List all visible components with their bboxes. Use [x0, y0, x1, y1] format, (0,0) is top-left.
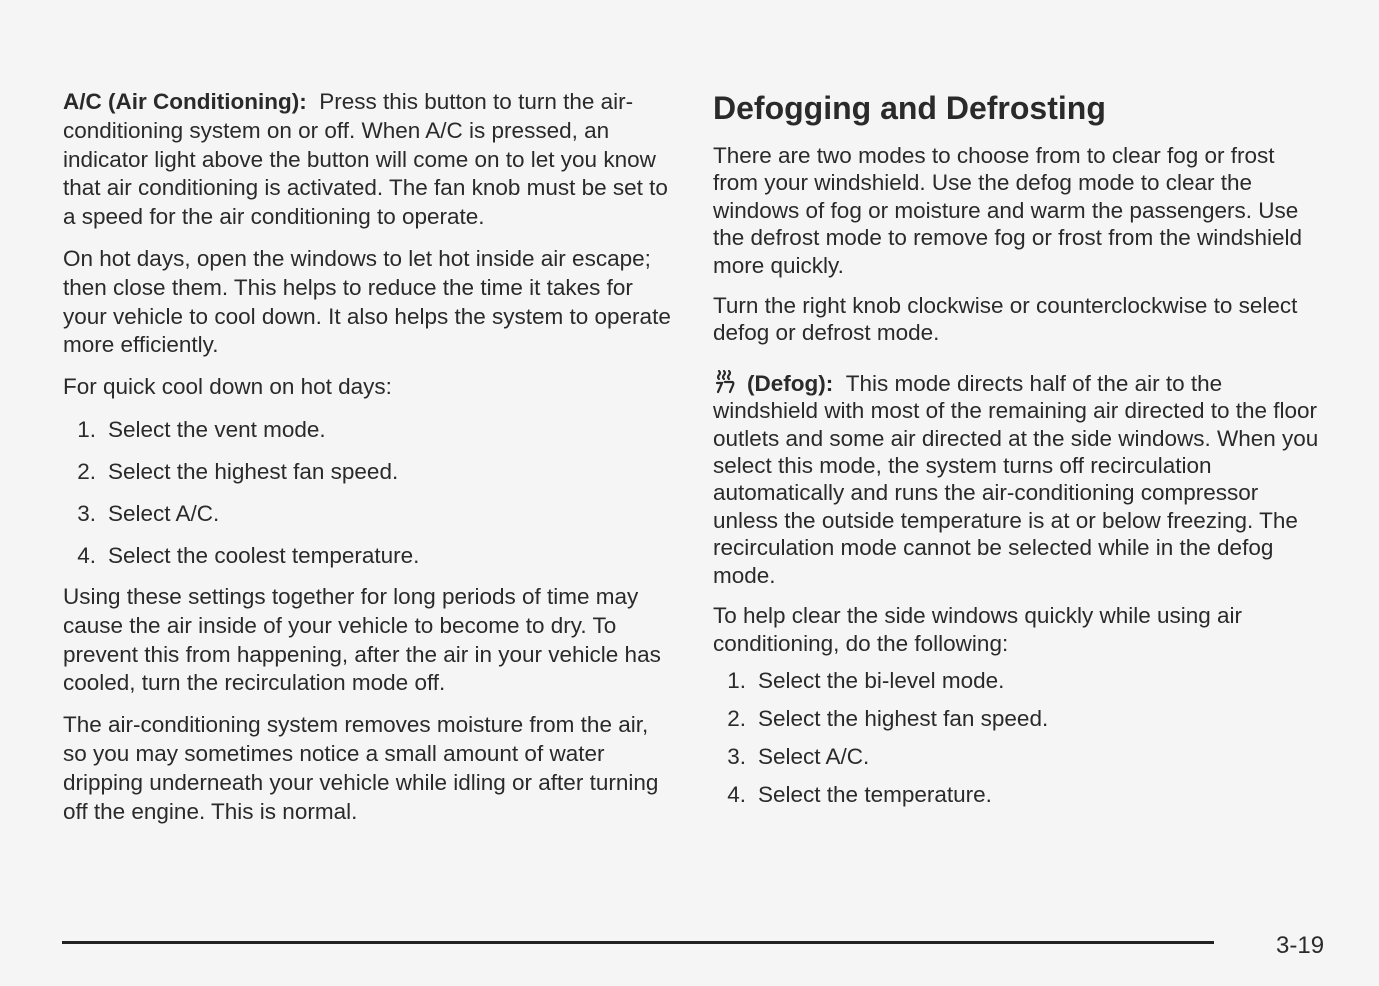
defog-label: (Defog):	[747, 370, 834, 396]
page-number: 3-19	[1276, 932, 1325, 959]
list-item	[713, 781, 1325, 809]
list-item	[713, 743, 1325, 771]
side-windows-steps	[713, 667, 1325, 809]
step-number: 2.	[727, 705, 746, 731]
defog-paragraph	[713, 369, 1325, 589]
step-text: Select the bi-level mode.	[758, 667, 1005, 693]
step-number: 3.	[727, 743, 746, 769]
ac-description: Press this button to turn the air-conditioning system on or off. When A/C is pressed, an indicator light above the button will come on to let you know that air conditioning is activated. The fan knob must be set to a speed for the air conditioning to operate.	[63, 89, 668, 230]
hot-days-paragraph: On hot days, open the windows to let hot inside air escape; then close them. This helps to reduce the time it takes for your vehicle to cool down. It also helps the system to operate more efficiently.	[63, 245, 671, 358]
step-text: Select the coolest temperature.	[108, 542, 420, 568]
ac-label: A/C (Air Conditioning):	[63, 89, 307, 114]
step-text: Select A/C.	[758, 743, 870, 769]
quick-cool-steps	[63, 416, 675, 570]
step-text: Select the highest fan speed.	[758, 705, 1049, 731]
left-column	[63, 88, 675, 826]
step-number: 4.	[727, 781, 746, 807]
step-text: Select A/C.	[108, 500, 220, 526]
list-item	[713, 667, 1325, 695]
list-item	[63, 500, 675, 528]
step-text: Select the temperature.	[758, 781, 992, 807]
list-item	[63, 458, 675, 486]
step-number: 3.	[77, 500, 96, 526]
step-number: 4.	[77, 542, 96, 568]
defog-icon	[713, 369, 737, 395]
step-number: 1.	[727, 667, 746, 693]
step-number: 1.	[77, 416, 96, 442]
footer-rule	[62, 941, 1214, 944]
list-item	[713, 705, 1325, 733]
step-number: 2.	[77, 458, 96, 484]
knob-paragraph: Turn the right knob clockwise or counterclockwise to select defog or defrost mode.	[713, 293, 1298, 346]
moisture-note-paragraph: The air-conditioning system removes moisture from the air, so you may sometimes notice a small amount of water dripping underneath your vehicle while idling or after turning off the engine. This is normal.	[63, 712, 659, 824]
ac-paragraph	[63, 88, 675, 232]
list-item	[63, 542, 675, 570]
side-windows-intro: To help clear the side windows quickly while using air conditioning, do the following:	[713, 603, 1243, 656]
step-text: Select the vent mode.	[108, 416, 326, 442]
settings-note-paragraph: Using these settings together for long periods of time may cause the air inside of your vehicle to become to dry. To prevent this from happening, after the air in your vehicle has cooled, turn the recirculation mode off.	[63, 583, 661, 696]
defog-description: This mode directs half of the air to the windshield with most of the remaining air directed to the floor outlets and some air directed at the side windows. When you select this mode, the system turns off recirculation automatically and runs the air-conditioning compressor unless the outside temperature is at or below freezing. The recirculation mode cannot be selected while in the defog mode.	[713, 370, 1319, 588]
quick-cool-intro: For quick cool down on hot days:	[63, 374, 392, 400]
step-text: Select the highest fan speed.	[108, 458, 399, 484]
section-heading: Defogging and Defrosting	[713, 90, 1106, 126]
right-column	[713, 88, 1325, 809]
defog-defrost-intro: There are two modes to choose from to clear fog or frost from your windshield. Use the defog mode to clear the windows of fog or moisture and warm the passengers. Use the defrost mode to remove fog or frost from the windshield more quickly.	[713, 143, 1303, 278]
list-item	[63, 416, 675, 444]
